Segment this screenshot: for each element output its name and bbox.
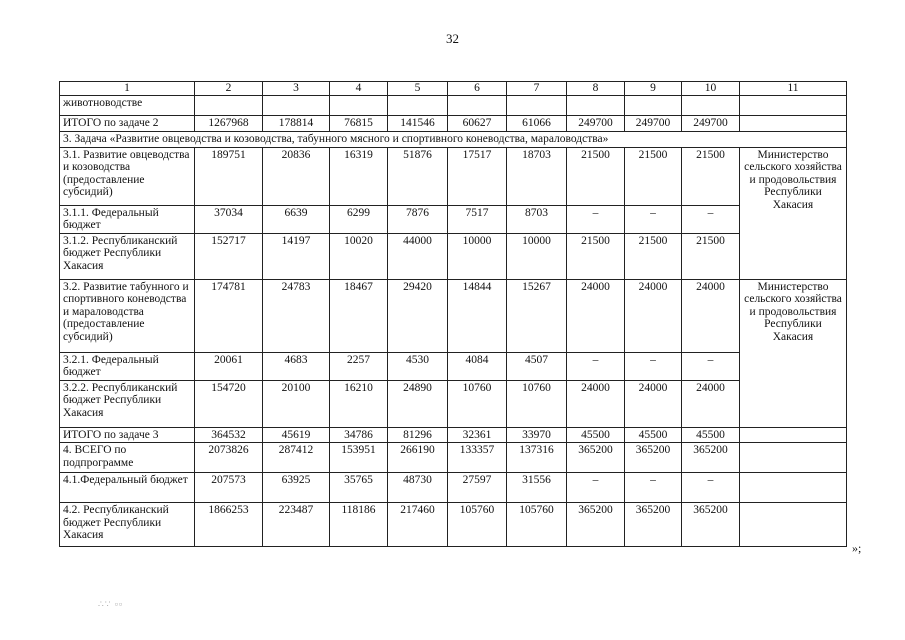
value-cell: – [682,352,740,380]
row-label-cell: 3.1.1. Федеральный бюджет [60,205,195,233]
column-header: 2 [195,82,263,96]
table-header-row [60,82,847,96]
value-cell: 20836 [263,147,330,205]
responsible-ministry-cell [740,427,847,443]
value-cell: 152717 [195,233,263,279]
value-cell: 31556 [507,473,567,503]
value-cell: 17517 [448,147,507,205]
column-header: 1 [60,82,195,96]
value-cell: 60627 [448,116,507,132]
value-cell: 14197 [263,233,330,279]
value-cell: 365200 [625,443,682,473]
value-cell: 2257 [330,352,388,380]
value-cell: 189751 [195,147,263,205]
value-cell: 45500 [567,427,625,443]
column-header: 4 [330,82,388,96]
value-cell: 18703 [507,147,567,205]
value-cell: – [682,205,740,233]
value-cell: – [625,352,682,380]
column-header: 9 [625,82,682,96]
table-row [60,352,847,380]
value-cell: 24000 [682,380,740,427]
value-cell [448,96,507,116]
table-row [60,147,847,205]
budget-table [59,81,847,547]
value-cell: 364532 [195,427,263,443]
value-cell [388,96,448,116]
value-cell: – [625,205,682,233]
scan-stamp-mark: ∴∵ ▫▫ [98,599,124,609]
value-cell: 15267 [507,279,567,352]
value-cell: 153951 [330,443,388,473]
value-cell: 4507 [507,352,567,380]
value-cell: 21500 [567,147,625,205]
value-cell: 154720 [195,380,263,427]
value-cell: 249700 [682,116,740,132]
row-label-cell: 4.1.Федеральный бюджет [60,473,195,503]
value-cell [625,96,682,116]
column-header: 5 [388,82,448,96]
value-cell: 287412 [263,443,330,473]
value-cell: 29420 [388,279,448,352]
table-row [60,116,847,132]
value-cell: – [682,473,740,503]
table-row [60,443,847,473]
row-label-cell: 3.1.2. Республиканский бюджет Республики Хакасия [60,233,195,279]
value-cell: 8703 [507,205,567,233]
row-label-cell: 4. ВСЕГО по подпрограмме [60,443,195,473]
value-cell: 6639 [263,205,330,233]
value-cell [567,96,625,116]
table-row [60,473,847,503]
value-cell: 44000 [388,233,448,279]
value-cell: 178814 [263,116,330,132]
value-cell: 133357 [448,443,507,473]
value-cell: – [567,205,625,233]
responsible-ministry-cell: Министерство сельского хозяйства и продовольствия Республики Хакасия [740,147,847,279]
value-cell [507,96,567,116]
value-cell: 137316 [507,443,567,473]
responsible-ministry-cell [740,96,847,116]
value-cell: 365200 [682,503,740,547]
value-cell: 45619 [263,427,330,443]
row-label-cell: 3.2.2. Республиканский бюджет Республики Хакасия [60,380,195,427]
value-cell: 10760 [448,380,507,427]
value-cell: 27597 [448,473,507,503]
value-cell: 118186 [330,503,388,547]
value-cell: 174781 [195,279,263,352]
column-header: 10 [682,82,740,96]
value-cell: 48730 [388,473,448,503]
value-cell: 365200 [625,503,682,547]
value-cell: 16319 [330,147,388,205]
responsible-ministry-cell [740,116,847,132]
value-cell: 10000 [507,233,567,279]
value-cell [195,96,263,116]
value-cell: 14844 [448,279,507,352]
value-cell: 217460 [388,503,448,547]
value-cell: 10760 [507,380,567,427]
responsible-ministry-cell [740,503,847,547]
value-cell: 34786 [330,427,388,443]
value-cell: – [625,473,682,503]
value-cell: 6299 [330,205,388,233]
value-cell: – [567,352,625,380]
value-cell: 10000 [448,233,507,279]
value-cell: 33970 [507,427,567,443]
value-cell: 1866253 [195,503,263,547]
value-cell: 2073826 [195,443,263,473]
table-row [60,427,847,443]
table-row [60,503,847,547]
table-row [60,96,847,116]
value-cell: 1267968 [195,116,263,132]
row-label-cell: животноводстве [60,96,195,116]
value-cell [682,96,740,116]
closing-quote-mark: »; [852,541,862,555]
column-header: 6 [448,82,507,96]
row-label-cell: 3.2. Развитие табунного и спортивного коневодства и мараловодства (предоставление субсидий) [60,279,195,352]
value-cell: 24000 [567,380,625,427]
value-cell: 20061 [195,352,263,380]
value-cell: 105760 [448,503,507,547]
value-cell: 21500 [625,147,682,205]
row-label-cell: ИТОГО по задаче 3 [60,427,195,443]
column-header: 11 [740,82,847,96]
value-cell: 21500 [682,233,740,279]
column-header: 8 [567,82,625,96]
value-cell: – [567,473,625,503]
value-cell [330,96,388,116]
value-cell: 35765 [330,473,388,503]
value-cell: 81296 [388,427,448,443]
responsible-ministry-cell [740,473,847,503]
value-cell [263,96,330,116]
value-cell: 20100 [263,380,330,427]
value-cell: 4530 [388,352,448,380]
value-cell: 16210 [330,380,388,427]
value-cell: 24890 [388,380,448,427]
value-cell: 249700 [625,116,682,132]
page-number: 32 [446,31,459,46]
value-cell: 37034 [195,205,263,233]
row-label-cell: ИТОГО по задаче 2 [60,116,195,132]
value-cell: 365200 [682,443,740,473]
value-cell: 207573 [195,473,263,503]
value-cell: 21500 [567,233,625,279]
value-cell: 249700 [567,116,625,132]
value-cell: 365200 [567,443,625,473]
value-cell: 45500 [682,427,740,443]
value-cell: 7517 [448,205,507,233]
value-cell: 32361 [448,427,507,443]
column-header: 7 [507,82,567,96]
value-cell: 24000 [567,279,625,352]
row-label-cell: 4.2. Республиканский бюджет Республики Хакасия [60,503,195,547]
value-cell: 21500 [625,233,682,279]
value-cell: 21500 [682,147,740,205]
value-cell: 51876 [388,147,448,205]
row-label-cell: 3.1. Развитие овцеводства и козоводства (предоставление субсидий) [60,147,195,205]
value-cell: 10020 [330,233,388,279]
value-cell: 18467 [330,279,388,352]
column-header: 3 [263,82,330,96]
value-cell: 24000 [625,279,682,352]
table-row [60,205,847,233]
value-cell: 7876 [388,205,448,233]
value-cell: 4084 [448,352,507,380]
responsible-ministry-cell: Министерство сельского хозяйства и продовольствия Республики Хакасия [740,279,847,427]
value-cell: 266190 [388,443,448,473]
value-cell: 24783 [263,279,330,352]
table-row [60,380,847,427]
value-cell: 63925 [263,473,330,503]
table-row [60,132,847,148]
value-cell: 76815 [330,116,388,132]
value-cell: 45500 [625,427,682,443]
row-label-cell: 3.2.1. Федеральный бюджет [60,352,195,380]
table-row [60,279,847,352]
value-cell: 105760 [507,503,567,547]
table-row [60,233,847,279]
value-cell: 61066 [507,116,567,132]
value-cell: 4683 [263,352,330,380]
value-cell: 141546 [388,116,448,132]
task-heading-cell: 3. Задача «Развитие овцеводства и козоводства, табунного мясного и спортивного коневодства, мараловодства» [60,132,847,148]
responsible-ministry-cell [740,443,847,473]
value-cell: 24000 [682,279,740,352]
value-cell: 24000 [625,380,682,427]
value-cell: 223487 [263,503,330,547]
value-cell: 365200 [567,503,625,547]
